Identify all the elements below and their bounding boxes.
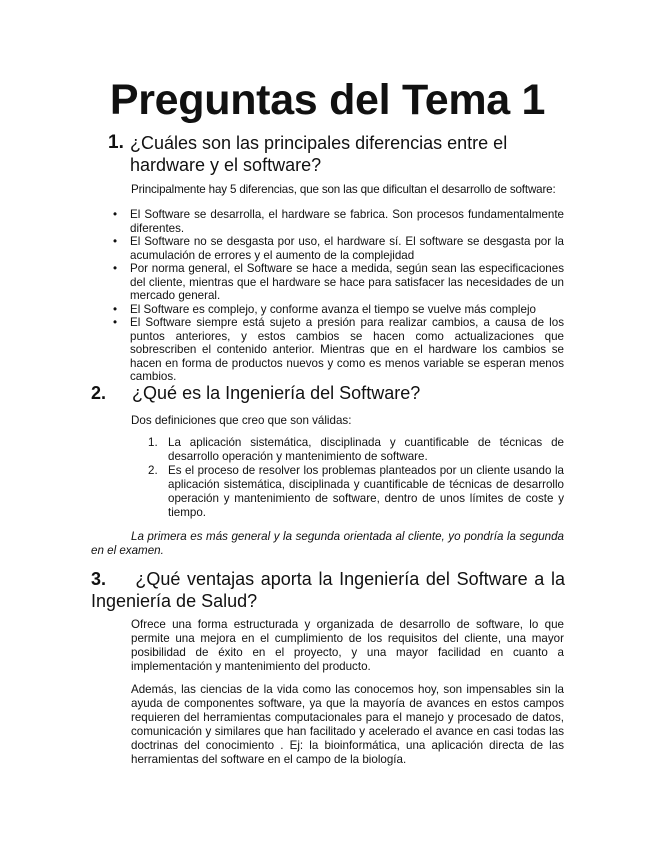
list-item [148, 464, 564, 520]
list-item [148, 436, 564, 464]
list-item-text: La aplicación sistemática, disciplinada y cuantificable de técnicas de desarrollo operación y mantenimiento de software. [168, 436, 564, 463]
question-2-text: ¿Qué es la Ingeniería del Software? [132, 383, 421, 403]
question-1-intro: Principalmente hay 5 diferencias, que son las que dificultan el desarrollo de software: [131, 183, 556, 196]
list-item: • Por norma general, el Software se hace a medida, según sean las especificaciones del cliente, mientras que el hardware se hace para satisfacer las necesidades de un mercado general. [113, 262, 564, 303]
question-3-paragraph-1: Ofrece una forma estructurada y organizada de desarrollo de software, lo que permite una mejora en el cumplimiento de los requisitos del cliente, una mayor posibilidad de éxito en el proyecto, y una mayor facilidad en cuanto a implementación y mantenimiento del producto. [131, 618, 564, 673]
list-item: • El Software es complejo, y conforme avanza el tiempo se vuelve más complejo [113, 303, 564, 317]
list-item-number: 2. [148, 464, 158, 477]
question-2-note: La primera es más general y la segunda orientada al cliente, yo pondría la segunda en el examen. [91, 530, 564, 557]
question-1-text: ¿Cuáles son las principales diferencias entre el hardware y el software? [130, 133, 508, 175]
list-item-number: 1. [148, 436, 158, 449]
list-item: • El Software se desarrolla, el hardware se fabrica. Son procesos fundamentalmente diferentes. [113, 208, 564, 235]
question-1-number: 1. [108, 132, 124, 153]
differences-list [113, 208, 564, 384]
question-3-paragraph-2: Además, las ciencias de la vida como las conocemos hoy, son impensables sin la ayuda de componentes software, ya que la mayoría de avances en estos campos requieren del herramientas computacionales para el manejo y procesado de datos, comunicación y similares que han facilitado y acelerado el avance en casi todas las doctrinas del conocimiento . Ej: la bioinformática, una aplicación directa de las herramientas del software en el campo de la biología. [131, 683, 564, 766]
list-item: • El Software siempre está sujeto a presión para realizar cambios, a causa de los puntos anteriores, y estos cambios se hacen como actualizaciones que sobrescriben el contenido anterior. Mientras que en el hardware los cambios se hacen en forma de productos nuevos y como es menos variable se esperan menos cambios. [113, 316, 564, 384]
page-title: Preguntas del Tema 1 [109, 76, 546, 124]
question-1-heading [108, 132, 568, 176]
question-2-heading [91, 382, 571, 404]
definitions-list [148, 436, 564, 520]
list-item-text: Es el proceso de resolver los problemas planteados por un cliente usando la aplicación sistemática, disciplinada y cuantificable de técnicas de desarrollo operación y mantenimiento de software, dentro de unos límites de coste y tiempo. [168, 464, 564, 519]
question-3-text: ¿Qué ventajas aporta la Ingeniería del Software a la Ingeniería de Salud? [91, 569, 565, 611]
question-3-number: 3. [91, 569, 107, 589]
question-3-heading [91, 568, 565, 612]
question-2-number: 2. [91, 383, 107, 403]
question-2-intro: Dos definiciones que creo que son válidas: [131, 414, 352, 427]
list-item: • El Software no se desgasta por uso, el hardware sí. El software se desgasta por la acumulación de errores y el aumento de la complejidad [113, 235, 564, 262]
